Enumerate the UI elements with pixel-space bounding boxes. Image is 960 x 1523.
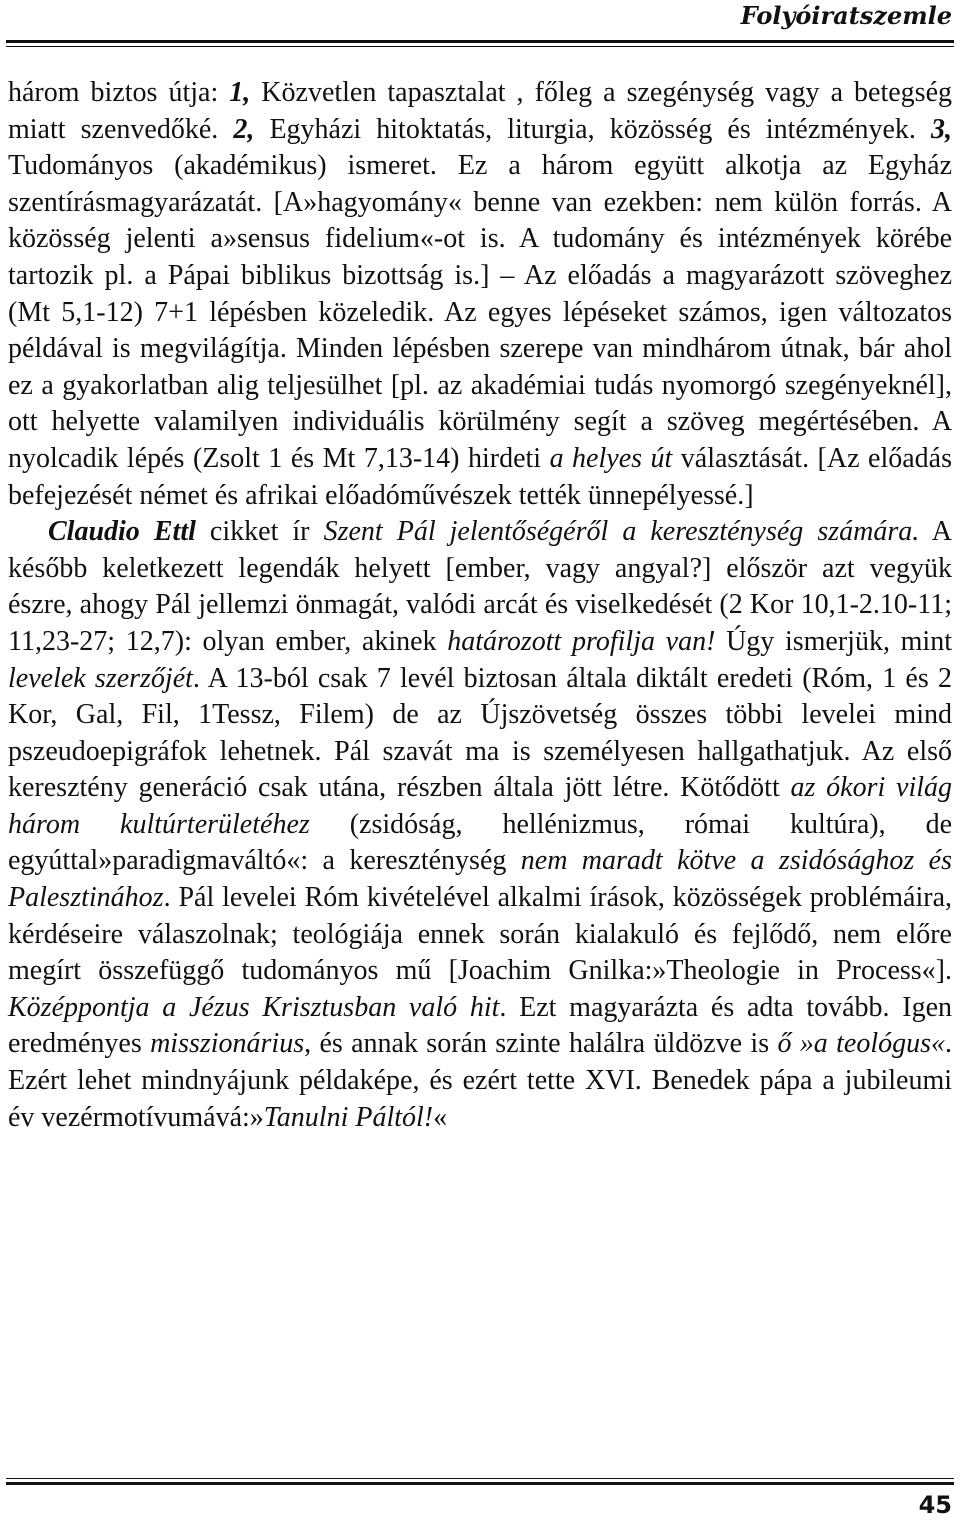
numbered-marker: 1,: [229, 77, 251, 108]
text-run: cikket ír: [195, 516, 324, 548]
footer-rule-thick: [6, 1482, 954, 1485]
text-run: A később keletkezett legendák helyett [ember, vagy angyal?] először azt vegyük észre, ahogy Pál jellemzi önmagát, valódi arcát és viselkedését (2 Kor 10,1-2.10-11; 11,23-27; 12,7): olyan ember, akinek: [8, 516, 952, 657]
italic-phrase: levelek szerzőjét: [8, 662, 193, 694]
text-run: választását. [Az előadás befejezését német és afrikai előadóművészek tették ünnepélyessé.]: [8, 442, 952, 511]
text-run: . Ezt magyarázta és adta tovább. Igen eredményes: [8, 991, 953, 1060]
page-number: 45: [918, 1491, 952, 1519]
text-run: , és annak során szinte halálra üldözve is: [304, 1028, 778, 1060]
author-name: Claudio Ettl: [48, 516, 196, 548]
text-run: Tudományos (akadémikus) ismeret. Ez a három együtt alkotja az Egyház szentírásmagyarázatát. [A»hagyomány« benne van ezekben: nem külön forrás. A közösség jelenti a»sensus fidelium«-ot is. A tudomány és intézmények körébe tartozik pl. a Pápai biblikus bizottság is.] – Az előadás a magyarázott szöveghez (Mt 5,1-12) 7+1 lépésben közeledik. Az egyes lépéseket számos, igen változatos példával is megvilágítja. Minden lépésben szerepe van mindhárom útnak, bár ahol ez a gyakorlatban alig teljesülhet [pl. az akadémiai tudás nyomorgó szegényeknél], ott helyette valamilyen individuális körülmény segít a szöveg megértésében. A nyolcadik lépés (Zsolt 1 és Mt 7,13-14) hirdeti: [8, 150, 952, 474]
article-title: Szent Pál jelentőségéről a kereszténység számára.: [323, 516, 920, 548]
numbered-marker: 3,: [931, 113, 952, 145]
italic-phrase: misszionárius: [150, 1028, 305, 1060]
text-run: . A 13-ból csak 7 levél biztosan általa diktált eredeti (Róm, 1 és 2 Kor, Gal, Fil, 1Tessz, Filem) de az Újszövetség összes többi levelei mind pszeudoepigráfok lehetnek. Pál szavát ma is személyesen hallgathatjuk. Az első keresztény generáció csak utána, részben általa jött létre. Kötődött: [8, 662, 952, 804]
text-run: Egyházi hitoktatás, liturgia, közösség és intézmények.: [254, 113, 931, 145]
paragraph-ettl: [8, 514, 952, 1136]
italic-phrase: az ókori világ három kultúrterületéhez: [8, 772, 953, 840]
footer-rule-thin: [6, 1478, 954, 1479]
text-run: . Ezért lehet mindnyájunk példaképe, és ezért tette XVI. Benedek pápa a jubileumi év vezérmotívumává:»: [8, 1028, 953, 1133]
text-run: Közvetlen tapasztalat , főleg a szegénység vagy a betegség miatt szenvedőké.: [8, 77, 952, 145]
italic-phrase: ő: [777, 1028, 792, 1060]
body-text: [8, 75, 952, 1136]
text-run: Úgy ismerjük, mint: [715, 625, 952, 657]
text-run: «: [433, 1101, 448, 1133]
header-rule-thin: [6, 46, 954, 47]
header-rule-thick: [6, 40, 954, 43]
text-run: [791, 1028, 799, 1059]
running-header-title: Folyóiratszemle: [740, 1, 952, 30]
italic-phrase: határozott profilja van!: [447, 625, 716, 657]
italic-phrase: »a teológus«: [799, 1028, 946, 1060]
italic-phrase: Tanulni Páltól!: [263, 1101, 434, 1133]
text-run: (zsidóság, hellénizmus, római kultúra), de egyúttal»paradigmaváltó«: a kereszténység: [8, 808, 952, 877]
numbered-marker: 2,: [233, 113, 255, 145]
italic-phrase: nem maradt kötve a zsidósághoz és Palesztinához: [8, 845, 953, 914]
paragraph-continued: [8, 75, 952, 514]
text-run: . Pál levelei Róm kivételével alkalmi írások, közösségek problémáira, kérdéseire válaszolnak; teológiája ennek során kialakuló és fejlődő, nem előre megírt összefüggő tudományos mű [Joachim Gnilka:»Theologie in Process«].: [8, 882, 952, 987]
italic-phrase: a helyes út: [549, 442, 673, 474]
text-run: három biztos útja:: [8, 77, 230, 108]
italic-phrase: Középpontja a Jézus Krisztusban való hit: [8, 991, 500, 1023]
